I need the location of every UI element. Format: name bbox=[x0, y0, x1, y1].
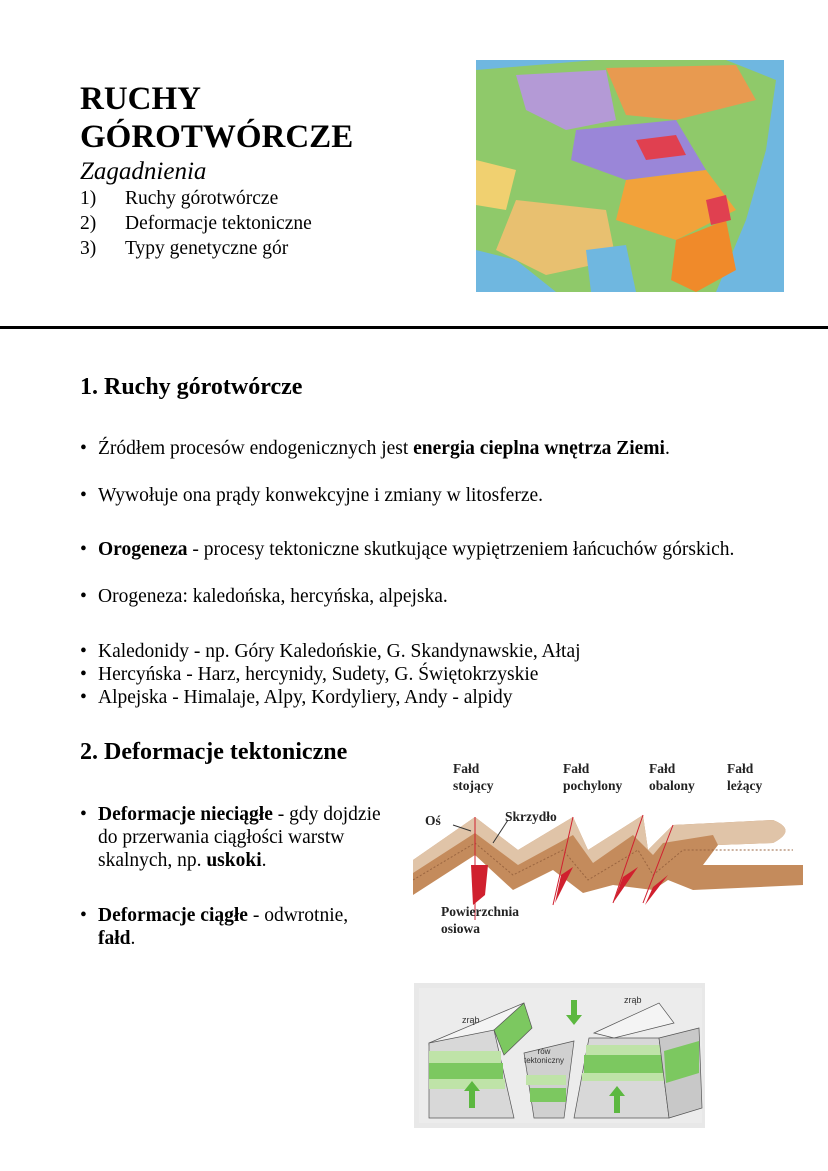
bullet-item: • Hercyńska - Harz, hercynidy, Sudety, G. Świętokrzyskie bbox=[80, 663, 738, 686]
horst-label: zrąb bbox=[462, 1015, 480, 1025]
bullet-item: • Deformacje nieciągłe - gdy dojdzie do przerwania ciągłości warstw skalnych, np. uskoki. bbox=[80, 803, 388, 872]
bullet-item: • Deformacje ciągłe - odwrotnie, fałd. bbox=[80, 904, 388, 950]
horst-graben-diagram bbox=[414, 983, 705, 1128]
bullet-item: • Alpejska - Himalaje, Alpy, Kordyliery, Andy - alpidy bbox=[80, 686, 738, 709]
section-heading: 2. Deformacje tektoniczne bbox=[80, 739, 348, 765]
title-line: GÓROTWÓRCZE bbox=[80, 119, 354, 155]
topic-item: 3) Typy genetyczne gór bbox=[80, 238, 289, 259]
bullet-item: • Orogeneza - procesy tektoniczne skutkujące wypiętrzeniem łańcuchów górskich. bbox=[80, 538, 738, 561]
limb-label: Skrzydło bbox=[505, 809, 557, 824]
axis-label: Oś bbox=[425, 813, 441, 828]
fold-label-upright: Fałd stojący bbox=[453, 761, 494, 793]
topic-item: 2) Deformacje tektoniczne bbox=[80, 213, 312, 234]
fold-label-recumbent: Fałd leżący bbox=[727, 761, 763, 793]
bullet-item: • Źródłem procesów endogenicznych jest energia cieplna wnętrza Ziemi. bbox=[80, 437, 738, 460]
page-title bbox=[80, 80, 353, 156]
section-heading: 1. Ruchy górotwórcze bbox=[80, 374, 303, 400]
fold-diagram bbox=[413, 755, 803, 945]
bullet-item: • Kaledonidy - np. Góry Kaledońskie, G. Skandynawskie, Ałtaj bbox=[80, 640, 738, 663]
fold-label-inclined: Fałd pochylony bbox=[563, 761, 623, 793]
title-line: RUCHY bbox=[80, 81, 201, 117]
horst-label: zrąb bbox=[624, 995, 642, 1005]
axial-surface-label: Powierzchnia osiowa bbox=[441, 904, 519, 936]
tectonic-map-image bbox=[476, 60, 784, 292]
fold-label-overturned: Fałd obalony bbox=[649, 761, 695, 793]
graben-label: rów tektoniczny bbox=[524, 1047, 565, 1065]
divider bbox=[0, 326, 828, 329]
subtitle: Zagadnienia bbox=[80, 158, 207, 185]
topic-item: 1) Ruchy górotwórcze bbox=[80, 188, 279, 209]
bullet-item: • Orogeneza: kaledońska, hercyńska, alpejska. bbox=[80, 585, 738, 608]
bullet-item: • Wywołuje ona prądy konwekcyjne i zmiany w litosferze. bbox=[80, 484, 738, 507]
